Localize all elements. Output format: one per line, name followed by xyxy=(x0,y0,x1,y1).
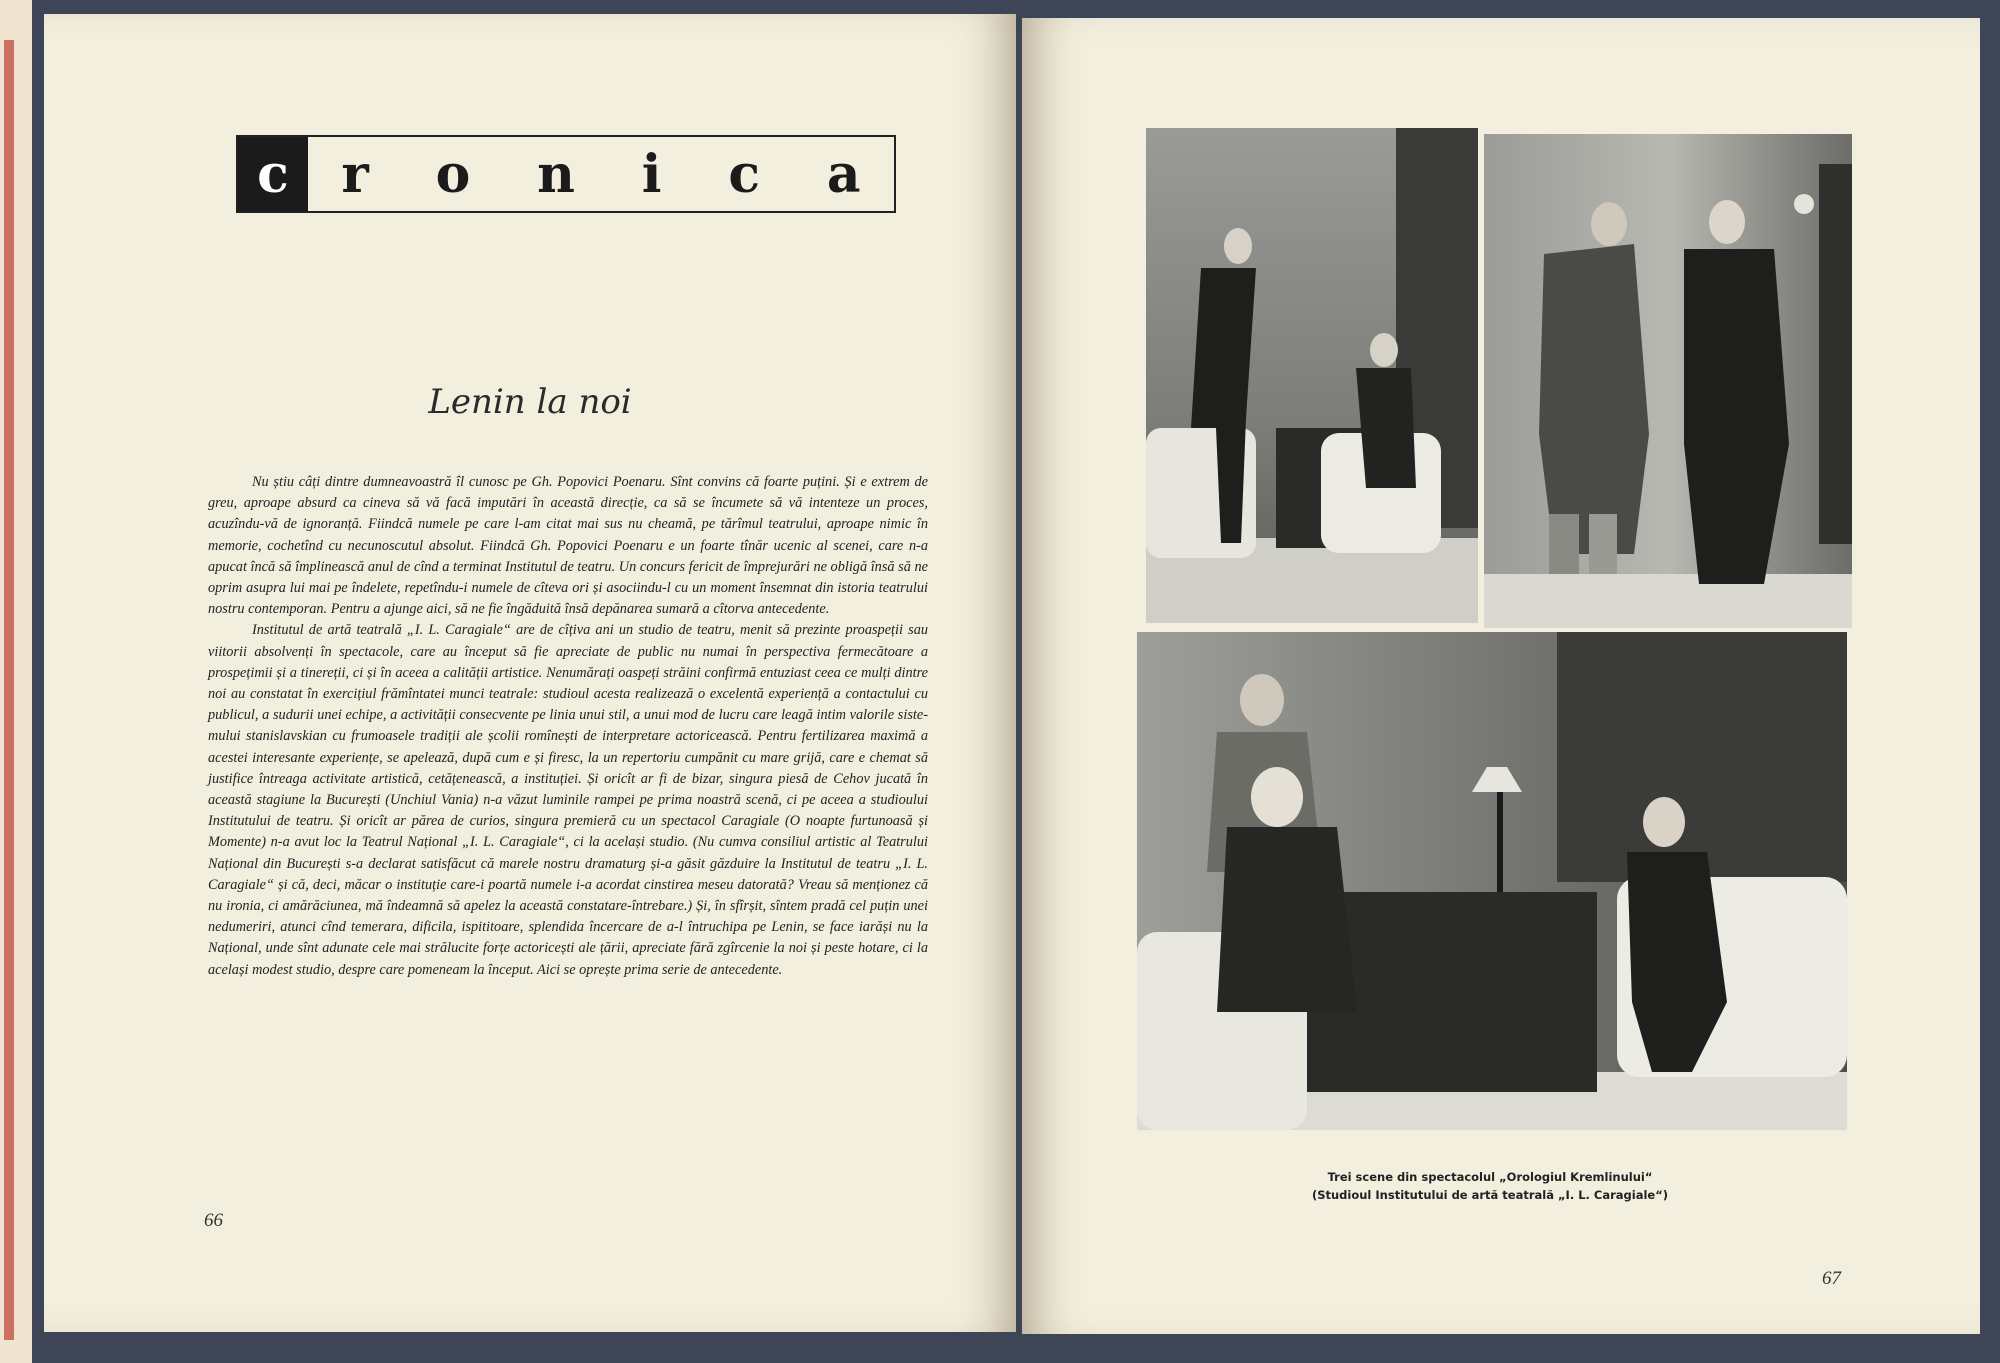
book-edge-red xyxy=(4,40,14,1340)
photo-caption xyxy=(1140,1168,1840,1204)
article-paragraph: Institutul de artă teatrală „I. L. Caragiale“ are de cîțiva ani un studio de teatru, menit să prezinte proaspeții sau viitorii absolvenți în spectacole, care au început să fie apreciate de public nu numai în perspectiva fermecătoare a prospețimii și a tinereții, ci și în aceea a calității artistice. Nenumărați oaspeți străini confirmă entuziast ceea ce mulți dintre noi au constatat în exercițiul frămîntatei munci teatrale: studioul acesta realizează o excelentă experiență a contactului cu publicul, a sudurii unei echipe, a activității consecvente pe linia unui stil, a unui mod de lucru care leagă intim valorile sistemului stanislavskian cu frumoasele tradiții ale școlii romînești de interpretare actoricească. Pentru fertilizarea maximă a acestei interesante experiențe, se apelează, după cum e și firesc, la un repertoriu cumpănit cu mare grijă, care e chemat să justifice întreaga activitate artistică, cetățenească, a instituției. Și oricît ar fi de bizar, singura piesă de Cehov jucată în această stagiune la București (Unchiul Vania) n-a văzut luminile rampei pe prima noastră scenă, ci pe aceea a studioului Institutului de teatru. Și oricît ar părea de curios, singura premieră cu un spectacol Caragiale (O noapte furtunoasă și Momente) n-a avut loc la Teatrul Național „I. L. Caragiale“, ci la același studio. (Nu cumva consiliul artistic al Teatrului Național din București s-a declarat satisfăcut că marele nostru dramaturg și-a găsit găzduire la Institutul de teatru „I. L. Caragiale“ și că, deci, măcar o instituție care-i poartă numele i-a acordat cinstirea meseu datorată? Vreau să menționez că nu ironia, ci amărăciunea, mă îndeamnă să apelez la această constatare-întrebare.) Și, în sfîrșit, sîntem pradă cel puțin unei nedumeriri, atunci cînd temerara, dificila, ispititoare, splendida încercare de a-l întruchipa pe Lenin, se face iarăși nu la Național, unde sînt adunate cele mai strălucite forțe actoricești ale țării, apreciate fără zgîrcenie la noi și peste hotare, ci la același modest studio, despre care pomeneam la început. Aici se oprește prima serie de antecedente. xyxy=(208,622,928,978)
book-edge xyxy=(0,0,32,1363)
section-header-letter: o xyxy=(435,143,471,205)
page-number-right: 67 xyxy=(1822,1268,1841,1289)
section-header-letter: a xyxy=(826,143,861,205)
article-body xyxy=(208,472,928,981)
section-header-letter: i xyxy=(641,143,662,205)
section-header-letters xyxy=(308,144,894,205)
photo-caption-line: Trei scene din spectacolul „Orologiul Kremlinului“ xyxy=(1327,1170,1653,1184)
article-paragraph: Nu știu câți dintre dumneavoastră îl cunosc pe Gh. Popovici Poenaru. Sînt convins că foarte puțini. Și e extrem de greu, aproape absurd ca cineva să vă facă imputări în această direcție, ca să se încumete să vă intenteze un proces, acuzîndu-vă de ignoranță. Fiindcă numele pe care l-am citat mai sus nu cheamă, pe tărîmul teatrului, aproape nimic în memorie, cochetînd cu necunoscutul absolut. Fiindcă Gh. Popovici Poenaru e un foarte tînăr ucenic al scenei, care n-a apucat încă să împlinească anul de cînd a terminat Institutul de teatru. Un concurs fericit de împrejurări ne obligă însă să ne oprim asupra lui mai pe îndelete, repetîndu-i numele de cîteva ori și asociindu-l cu un moment însemnat din istoria teatrului nostru contemporan. Pentru a ajunge aici, să ne fie îngăduită însă depănarea sumară a cîtorva antecedente. xyxy=(208,474,928,618)
left-page xyxy=(44,14,1016,1332)
article-title: Lenin la noi xyxy=(428,382,632,422)
section-header-letter: r xyxy=(341,143,369,205)
page-number-left: 66 xyxy=(204,1210,223,1231)
section-header xyxy=(236,135,896,213)
theatre-photo-1 xyxy=(1146,128,1478,623)
section-header-first-letter: c xyxy=(238,137,308,211)
photo-caption-line: (Studioul Institutului de artă teatrală „I. L. Caragiale“) xyxy=(1311,1188,1669,1202)
section-header-letter: c xyxy=(728,143,760,205)
theatre-photo-3 xyxy=(1137,632,1847,1130)
section-header-letter: n xyxy=(537,143,575,205)
theatre-photo-2 xyxy=(1484,134,1852,628)
